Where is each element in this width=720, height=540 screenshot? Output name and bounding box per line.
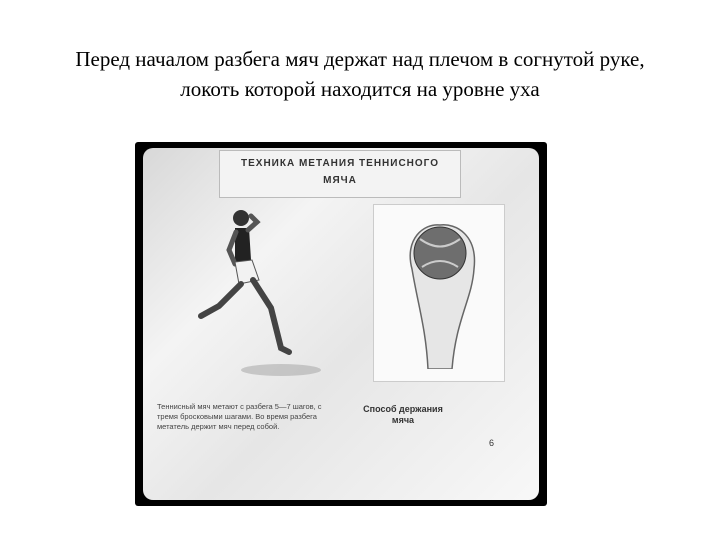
slide-title xyxy=(219,150,461,198)
caption-line-2: локоть которой находится на уровне уха xyxy=(180,77,540,101)
runner-shadow xyxy=(241,364,321,376)
photo-caption xyxy=(348,404,458,426)
slide-description: Теннисный мяч метают с разбега 5—7 шагов, с тремя бросковыми шагами. Во время разбега метатель держит мяч перед собой. xyxy=(157,402,322,431)
slide-caption xyxy=(0,44,720,104)
runner-head xyxy=(233,210,249,226)
hand-holding-ball-illustration xyxy=(394,209,486,369)
slide-page-number: 6 xyxy=(489,438,495,448)
runner-illustration xyxy=(191,208,341,378)
tennis-ball xyxy=(414,227,466,279)
runner-leg-back xyxy=(201,284,241,316)
runner-arm-raised xyxy=(248,216,257,230)
runner-arm-back xyxy=(229,232,236,264)
slide-title-line-2: МЯЧА xyxy=(323,175,357,186)
runner-leg-front xyxy=(253,280,289,352)
ball-grip-photo xyxy=(373,204,505,382)
filmstrip-slide xyxy=(143,148,539,500)
caption-line-1: Перед началом разбега мяч держат над плечом в согнутой руке, xyxy=(75,47,645,71)
slide-title-line-1: ТЕХНИКА МЕТАНИЯ ТЕННИСНОГО xyxy=(241,158,439,169)
photo-caption-line-1: Способ держания xyxy=(363,404,443,414)
photo-caption-line-2: мяча xyxy=(391,415,415,425)
